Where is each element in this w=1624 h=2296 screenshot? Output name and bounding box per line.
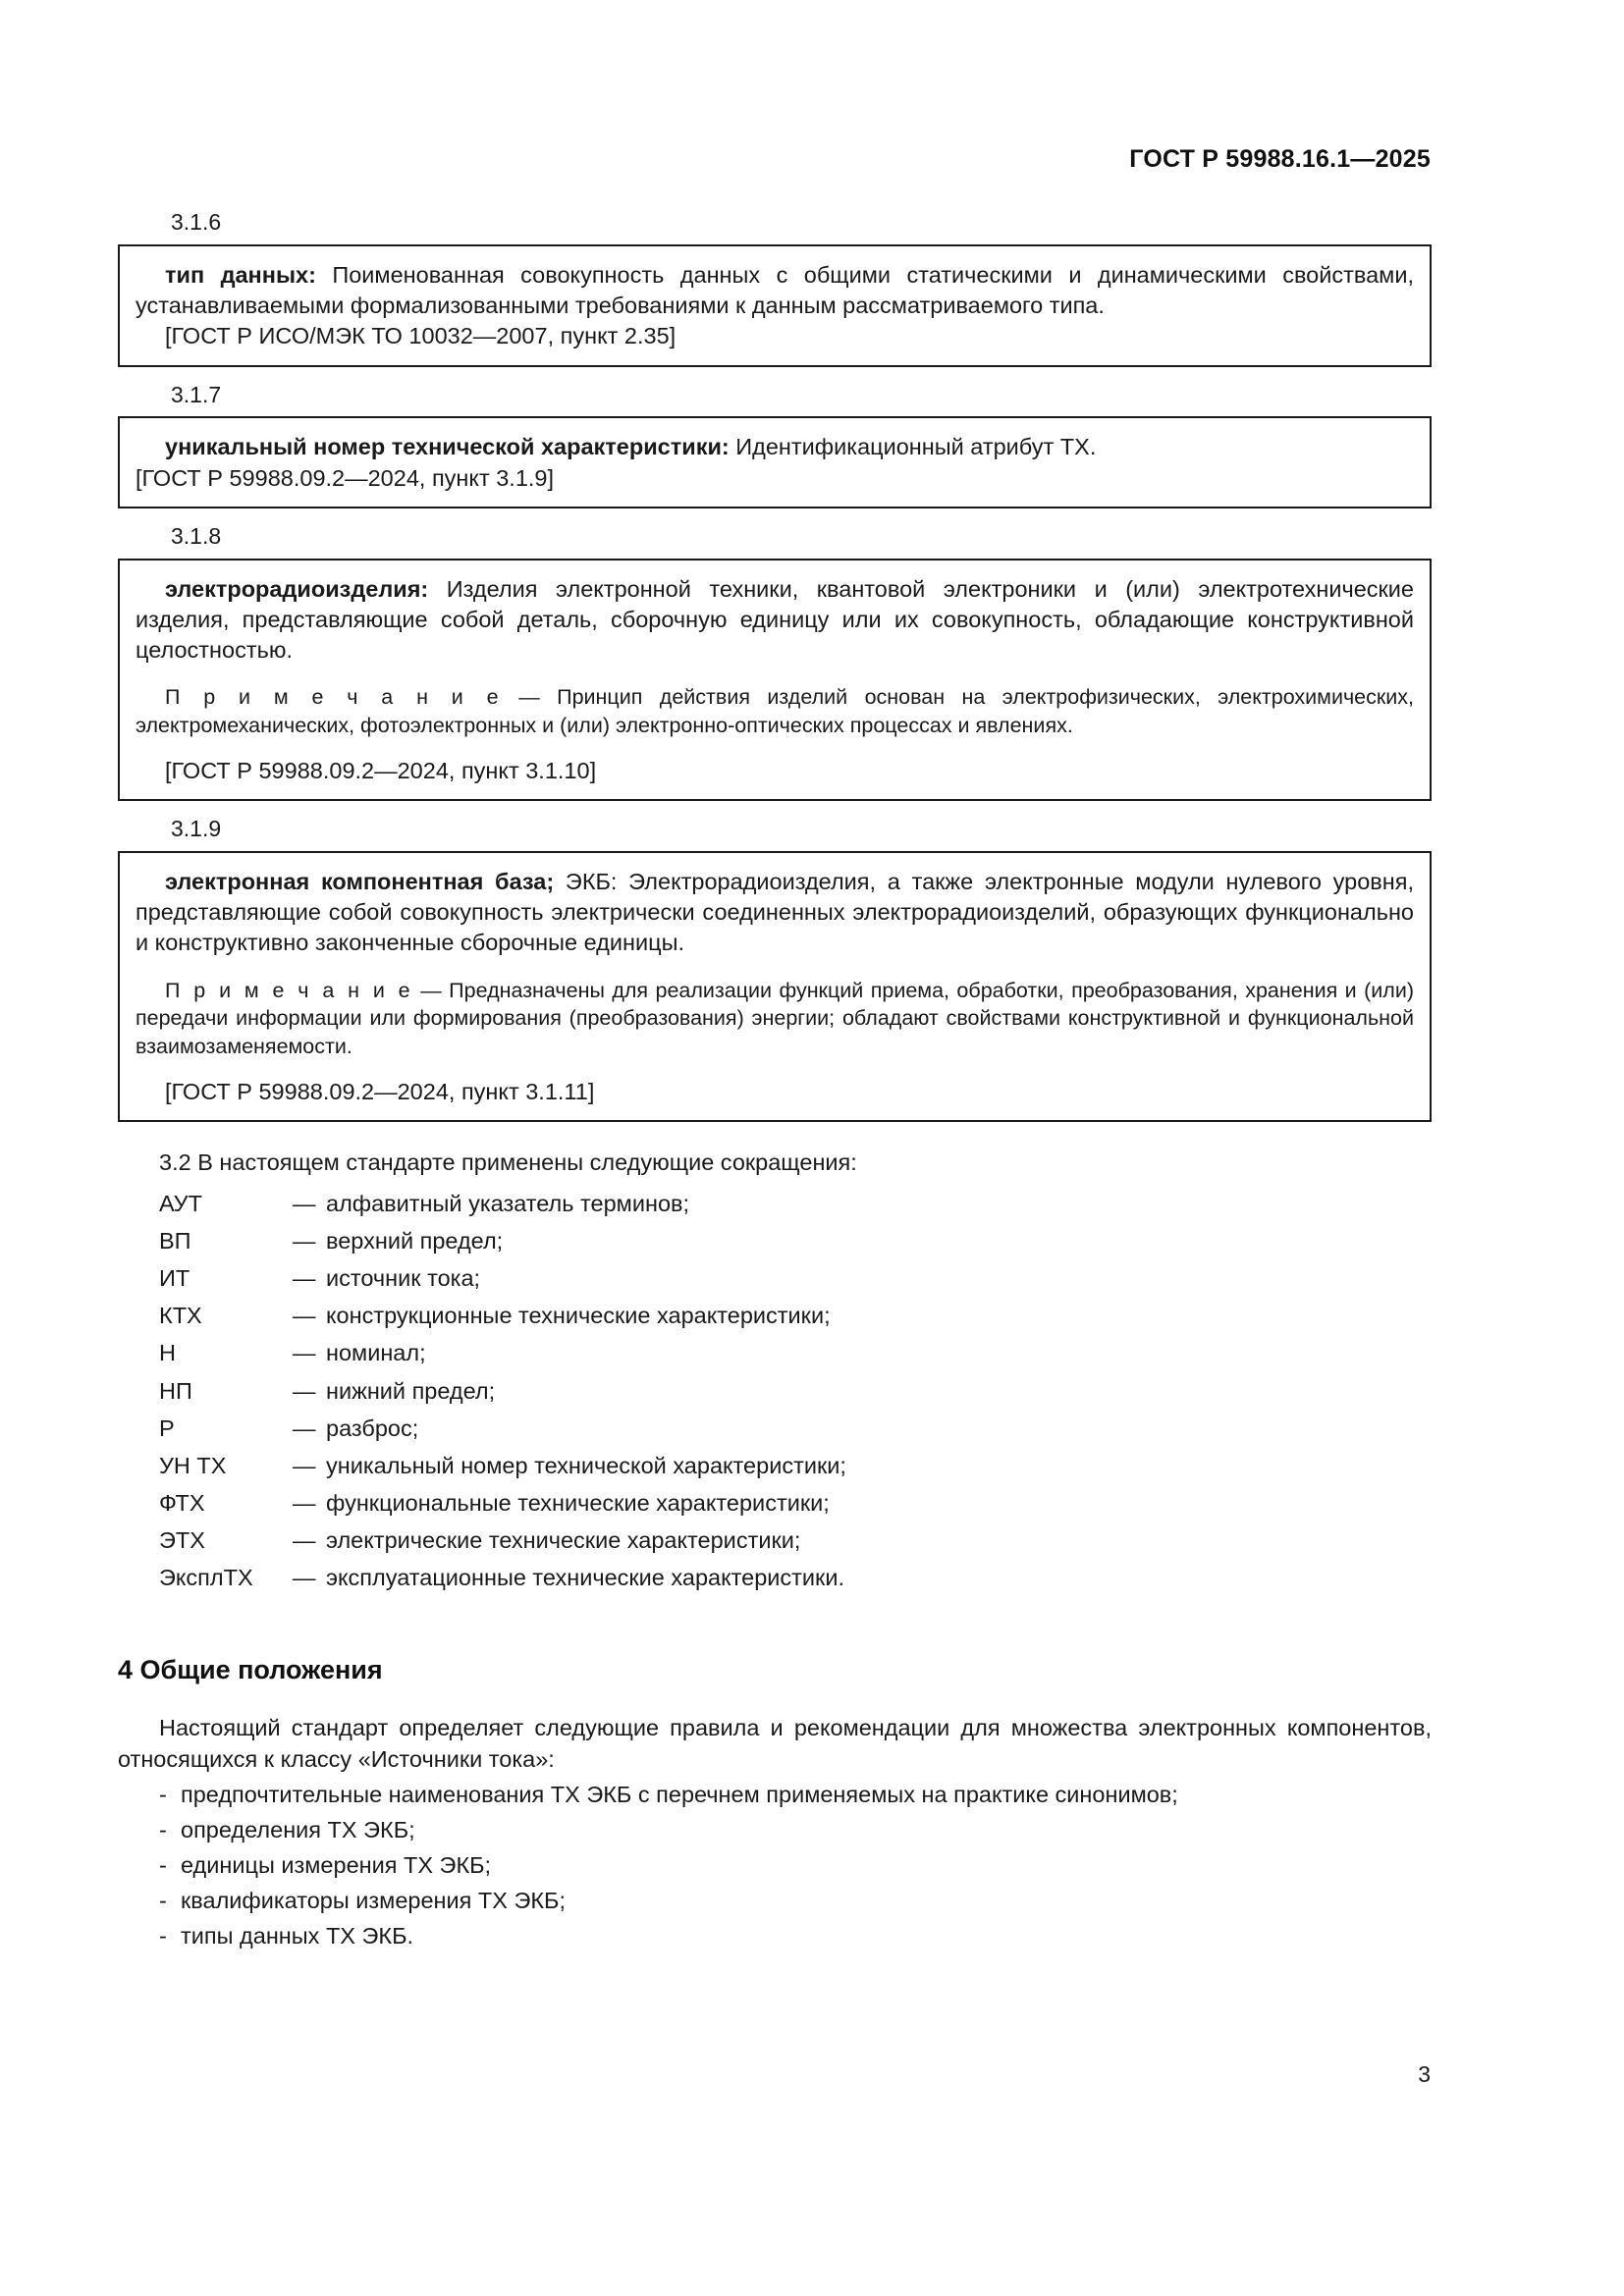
abbreviations-list bbox=[118, 1185, 1432, 1596]
abbreviation-row bbox=[118, 1372, 1432, 1410]
abbreviation-dash: — bbox=[293, 1191, 316, 1217]
abbreviation-key: НП bbox=[159, 1377, 192, 1404]
term-label-3-1-8: электрорадиоизделия: bbox=[165, 575, 429, 602]
page-content bbox=[118, 208, 1432, 1954]
abbreviations-intro: 3.2 В настоящем стандарте применены следующие сокращения: bbox=[159, 1149, 857, 1176]
abbreviation-value: верхний предел; bbox=[326, 1228, 504, 1255]
abbreviation-key: ФТХ bbox=[159, 1489, 205, 1516]
note-label-3-1-8: П р и м е ч а н и е bbox=[165, 685, 502, 710]
list-item-text: единицы измерения ТХ ЭКБ; bbox=[181, 1851, 492, 1878]
list-item bbox=[118, 1919, 1432, 1954]
clause-number-3-1-7: 3.1.7 bbox=[171, 381, 222, 407]
abbreviation-value: эксплуатационные технические характеристики. bbox=[326, 1564, 844, 1590]
definition-text-3-1-6 bbox=[135, 260, 1414, 322]
definition-note-3-1-8 bbox=[135, 683, 1414, 740]
abbreviation-key: АУТ bbox=[159, 1191, 202, 1217]
abbreviation-row bbox=[118, 1297, 1432, 1334]
definition-source-3-1-7: [ГОСТ Р 59988.09.2—2024, пункт 3.1.9] bbox=[135, 464, 555, 491]
abbreviation-value: алфавитный указатель терминов; bbox=[326, 1191, 690, 1217]
definition-source-3-1-6: [ГОСТ Р ИСО/МЭК ТО 10032—2007, пункт 2.35] bbox=[165, 323, 677, 349]
abbreviation-key: Р bbox=[159, 1415, 175, 1441]
abbreviation-key: Н bbox=[159, 1340, 176, 1366]
definition-body-3-1-7: Идентификационный атрибут ТХ. bbox=[729, 434, 1097, 460]
list-item-text: предпочтительные наименования ТХ ЭКБ с перечнем применяемых на практике синонимов; bbox=[181, 1781, 1178, 1807]
abbreviation-key: ВП bbox=[159, 1228, 191, 1255]
term-label-3-1-7: уникальный номер технической характеристики: bbox=[165, 434, 730, 460]
definition-body-3-1-8: Изделия электронной техники, квантовой электроники и (или) электротехнические изделия, представляющие собой деталь, сборочную единицу или их совокупность, обладающие конструктивной целостностью. bbox=[135, 575, 1414, 663]
list-item bbox=[118, 1778, 1432, 1813]
clause-number-3-1-9: 3.1.9 bbox=[171, 816, 222, 842]
definition-text-3-1-7 bbox=[135, 432, 1414, 462]
definition-text-3-1-8 bbox=[135, 574, 1414, 667]
note-body-3-1-9: — Предназначены для реализации функций приема, обработки, преобразования, хранения и (или) передачи информации или формирования (преобразования) энергии; обладают свойствами конструктивной и функциональной взаимозаменяемости. bbox=[135, 978, 1414, 1059]
clause-number-3-1-6: 3.1.6 bbox=[171, 209, 222, 235]
term-label-3-1-6: тип данных: bbox=[165, 261, 316, 288]
clause-number-3-1-8: 3.1.8 bbox=[171, 522, 222, 549]
bullet-dash-icon: - bbox=[159, 1851, 167, 1878]
abbreviation-value: нижний предел; bbox=[326, 1377, 496, 1404]
definition-box-3-1-9 bbox=[118, 851, 1432, 1122]
abbreviation-row bbox=[118, 1484, 1432, 1522]
abbreviation-row bbox=[118, 1185, 1432, 1222]
list-item-text: определения ТХ ЭКБ; bbox=[181, 1816, 415, 1842]
abbreviation-row bbox=[118, 1259, 1432, 1297]
list-item bbox=[118, 1813, 1432, 1848]
abbreviation-row bbox=[118, 1222, 1432, 1259]
abbreviation-dash: — bbox=[293, 1564, 316, 1590]
definition-box-3-1-8 bbox=[118, 559, 1432, 802]
section-4-intro-paragraph: Настоящий стандарт определяет следующие правила и рекомендации для множества электронных компонентов, относящихся к классу «Источники тока»: bbox=[118, 1714, 1432, 1772]
list-item-text: типы данных ТХ ЭКБ. bbox=[181, 1922, 414, 1949]
abbreviation-dash: — bbox=[293, 1489, 316, 1516]
running-header: ГОСТ Р 59988.16.1—2025 bbox=[1129, 145, 1431, 173]
definition-box-3-1-6 bbox=[118, 244, 1432, 367]
section-heading-4: 4 Общие положения bbox=[118, 1654, 383, 1684]
bullet-dash-icon: - bbox=[159, 1816, 167, 1842]
note-label-3-1-9: П р и м е ч а н и е bbox=[165, 978, 413, 1002]
abbreviation-dash: — bbox=[293, 1526, 316, 1553]
definition-source-3-1-9: [ГОСТ Р 59988.09.2—2024, пункт 3.1.11] bbox=[165, 1078, 595, 1104]
abbreviation-value: функциональные технические характеристики; bbox=[326, 1489, 830, 1516]
abbreviation-row bbox=[118, 1410, 1432, 1447]
bullet-dash-icon: - bbox=[159, 1887, 167, 1913]
page-number: 3 bbox=[1418, 2061, 1431, 2087]
abbreviation-row bbox=[118, 1447, 1432, 1484]
definition-body-3-1-6: Поименованная совокупность данных с общими статическими и динамическими свойствами, устанавливаемыми формализованными требованиями к данным рассматриваемого типа. bbox=[135, 261, 1414, 318]
definition-note-3-1-9 bbox=[135, 977, 1414, 1061]
abbreviation-value: источник тока; bbox=[326, 1265, 481, 1292]
list-item bbox=[118, 1848, 1432, 1884]
abbreviation-dash: — bbox=[293, 1303, 316, 1329]
abbreviation-value: номинал; bbox=[326, 1340, 426, 1366]
list-item bbox=[118, 1884, 1432, 1919]
term-label-3-1-9: электронная компонентная база; bbox=[165, 868, 555, 894]
abbreviation-value: разброс; bbox=[326, 1415, 419, 1441]
abbreviation-row bbox=[118, 1559, 1432, 1596]
definition-text-3-1-9 bbox=[135, 867, 1414, 959]
definition-source-3-1-8: [ГОСТ Р 59988.09.2—2024, пункт 3.1.10] bbox=[165, 757, 597, 783]
section-4-bullet-list bbox=[118, 1778, 1432, 1954]
abbreviation-key: УН ТХ bbox=[159, 1452, 227, 1478]
abbreviations-section bbox=[118, 1148, 1432, 1596]
abbreviation-dash: — bbox=[293, 1340, 316, 1366]
abbreviation-key: КТХ bbox=[159, 1303, 202, 1329]
abbreviation-value: конструкционные технические характеристики; bbox=[326, 1303, 831, 1329]
abbreviation-value: уникальный номер технической характеристики; bbox=[326, 1452, 846, 1478]
abbreviation-key: ИТ bbox=[159, 1265, 190, 1292]
abbreviation-dash: — bbox=[293, 1415, 316, 1441]
list-item-text: квалификаторы измерения ТХ ЭКБ; bbox=[181, 1887, 566, 1913]
abbreviation-dash: — bbox=[293, 1377, 316, 1404]
abbreviation-key: ЭксплТХ bbox=[159, 1564, 253, 1590]
abbreviation-row bbox=[118, 1334, 1432, 1371]
abbreviation-dash: — bbox=[293, 1452, 316, 1478]
bullet-dash-icon: - bbox=[159, 1781, 167, 1807]
abbreviation-dash: — bbox=[293, 1265, 316, 1292]
note-body-3-1-8: — Принцип действия изделий основан на электрофизических, электрохимических, электромеханических, фотоэлектронных и (или) электронно-оптических процессах и явлениях. bbox=[135, 685, 1415, 738]
abbreviation-key: ЭТХ bbox=[159, 1526, 205, 1553]
abbreviation-row bbox=[118, 1522, 1432, 1559]
abbreviation-value: электрические технические характеристики; bbox=[326, 1526, 801, 1553]
bullet-dash-icon: - bbox=[159, 1922, 167, 1949]
definition-box-3-1-7 bbox=[118, 416, 1432, 508]
abbreviation-dash: — bbox=[293, 1228, 316, 1255]
definition-body-3-1-9: ЭКБ: Электрорадиоизделия, а также электронные модули нулевого уровня, представляющие собой совокупность электрически соединенных электрорадиоизделий, образующих функционально и конструктивно законченные сборочные единицы. bbox=[135, 868, 1414, 956]
